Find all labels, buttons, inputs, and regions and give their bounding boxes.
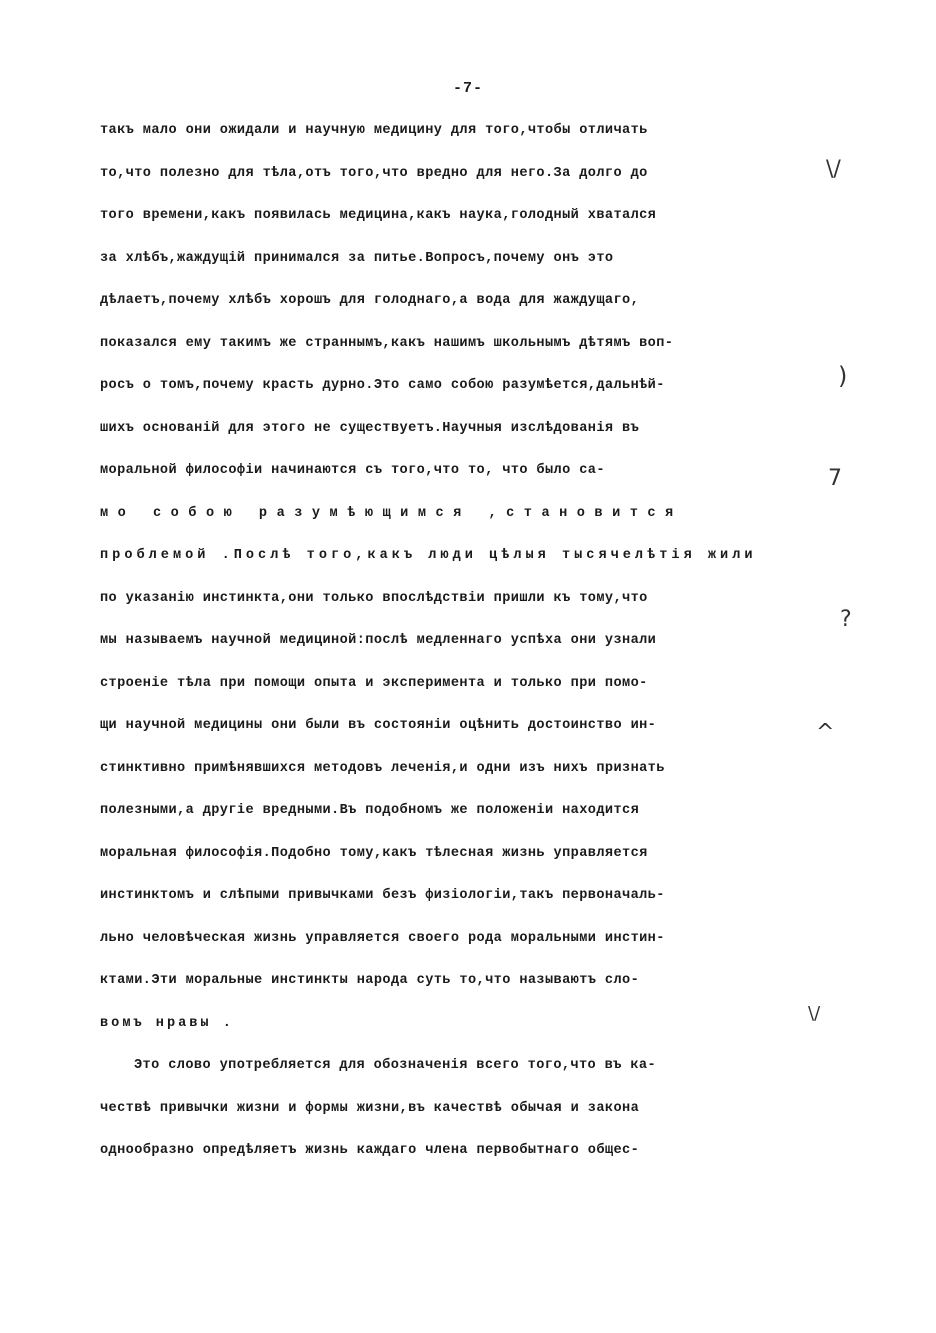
text-line: показался ему такимъ же страннымъ,какъ нашимъ школьнымъ дѣтямъ воп- [100,335,674,351]
text-line: росъ о томъ,почему красть дурно.Это само собою разумѣется,дальнѣй- [100,378,665,393]
text-line: мо собою разумѣющимся ,становится [100,505,683,521]
text-line: строеніе тѣла при помощи опыта и эксперимента и только при помо- [100,675,648,691]
text-line: однообразно опредѣляетъ жизнь каждаго члена первобытнаго общес- [100,1143,640,1158]
page-number: -7- [452,80,483,97]
text-line: вомъ нравы . [100,1015,234,1031]
text-line: того времени,какъ появилась медицина,какъ наука,голодный хватался [100,208,657,223]
text-line: то,что полезно для тѣла,отъ того,что вредно для него.За долго до [100,165,648,181]
margin-annotation: ) [838,362,848,390]
text-line: моральная философія.Подобно тому,какъ тѣлесная жизнь управляется [100,845,648,861]
text-line: шихъ основаній для этого не существуетъ.Научныя изслѣдованія въ [100,420,640,436]
text-line: мы называемъ научной медициной:послѣ медленнаго успѣха они узнали [100,633,657,648]
margin-annotation: ? [840,607,852,632]
text-line: инстинктомъ и слѣпыми привычками безъ физіологіи,такъ первоначаль- [100,888,665,903]
margin-annotation: ^ [816,720,835,745]
text-line: чествѣ привычки жизни и формы жизни,въ качествѣ обычая и закона [100,1100,640,1116]
body-text [100,117,840,1180]
text-line: проблемой .Послѣ того,какъ люди цѣлыя тысячелѣтія жили [100,548,757,563]
margin-annotation: \/ [826,157,841,182]
text-line: полезными,а другіе вредными.Въ подобномъ же положеніи находится [100,803,640,818]
text-line: дѣлаетъ,почему хлѣбъ хорошъ для голоднаго,а вода для жаждущаго, [100,293,640,308]
text-line: за хлѣбъ,жаждущій принимался за питье.Вопросъ,почему онъ это [100,250,614,266]
text-line: такъ мало они ожидали и научную медицину для того,чтобы отличать [100,123,648,138]
text-line: щи научной медицины они были въ состояніи оцѣнить достоинство ин- [100,718,657,733]
text-line: ктами.Эти моральные инстинкты народа суть то,что называютъ сло- [100,973,640,988]
text-line: льно человѣческая жизнь управляется своего рода моральными инстин- [100,930,665,946]
text-line: моральной философіи начинаются съ того,что то, что было са- [100,463,605,478]
text-line: по указанію инстинкта,они только впослѣдствіи пришли къ тому,что [100,590,648,606]
margin-annotation: 7 [828,466,842,491]
text-line: стинктивно примѣнявшихся методовъ леченія,и одни изъ нихъ признать [100,760,665,776]
text-line: Это слово употребляется для обозначенія всего того,что въ ка- [134,1058,657,1073]
margin-annotation: \/ [808,1003,821,1024]
